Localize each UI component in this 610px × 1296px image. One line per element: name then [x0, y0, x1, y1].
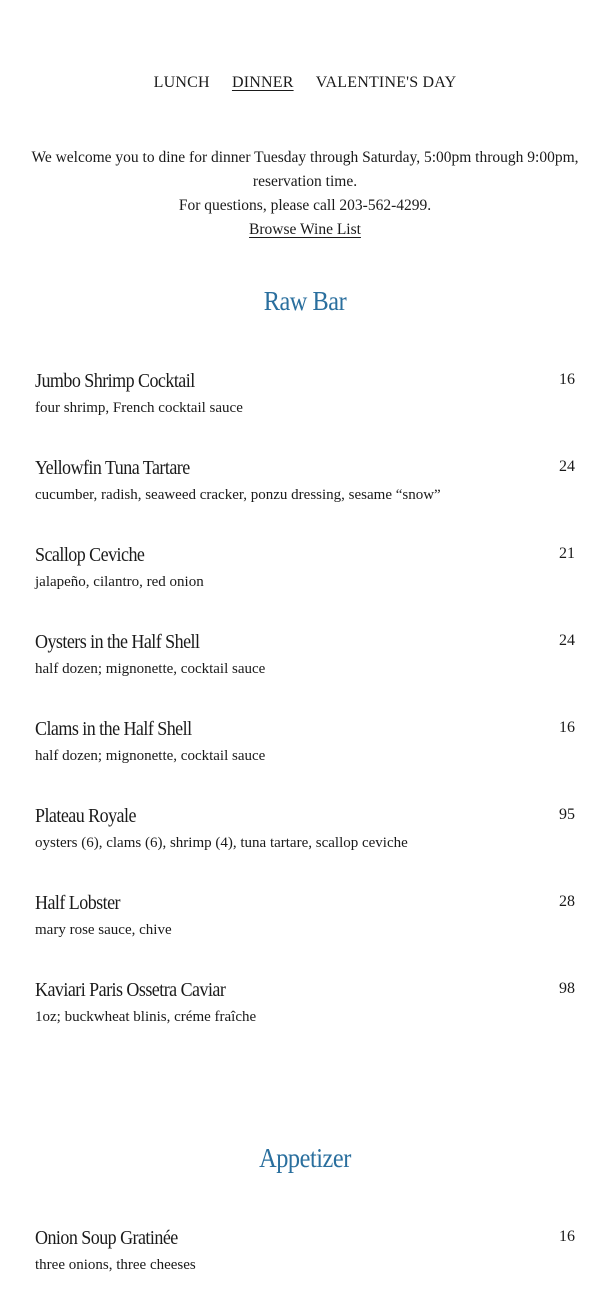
item-price: 95 [559, 806, 575, 823]
intro-text [30, 146, 580, 242]
item-name: Onion Soup Gratinée [35, 1227, 178, 1249]
item-price: 98 [559, 980, 575, 997]
menu-item [35, 716, 575, 766]
menu-tabs [0, 74, 610, 92]
menu-item [35, 629, 575, 679]
item-name: Oysters in the Half Shell [35, 631, 200, 653]
menu-item [35, 455, 575, 505]
tab-valentines-day[interactable]: VALENTINE'S DAY [315, 74, 457, 91]
phone-text: For questions, please call 203-562-4299. [178, 197, 432, 214]
item-description: four shrimp, French cocktail sauce [35, 400, 243, 416]
item-description: half dozen; mignonette, cocktail sauce [35, 748, 266, 764]
menu-item [35, 542, 575, 592]
menu-item [35, 1225, 575, 1275]
item-name: Jumbo Shrimp Cocktail [35, 370, 195, 392]
browse-wine-list-link[interactable]: Browse Wine List [249, 221, 361, 238]
item-price: 16 [559, 719, 575, 736]
section-title-appetizer: Appetizer [259, 1143, 351, 1173]
item-name: Scallop Ceviche [35, 544, 145, 566]
item-name: Plateau Royale [35, 805, 136, 827]
item-description: jalapeño, cilantro, red onion [35, 574, 204, 590]
item-price: 24 [559, 458, 575, 475]
item-price: 24 [559, 632, 575, 649]
item-price: 16 [559, 1228, 575, 1245]
hours-text: We welcome you to dine for dinner Tuesday through Saturday, 5:00pm through 9:00pm, reservation time. [31, 149, 579, 190]
menu-item [35, 803, 575, 853]
item-description: mary rose sauce, chive [35, 922, 172, 938]
item-name: Kaviari Paris Ossetra Caviar [35, 979, 226, 1001]
item-price: 16 [559, 371, 575, 388]
item-name: Yellowfin Tuna Tartare [35, 457, 190, 479]
section-title-raw-bar: Raw Bar [263, 286, 347, 316]
item-description: half dozen; mignonette, cocktail sauce [35, 661, 266, 677]
item-description: three onions, three cheeses [35, 1257, 196, 1273]
item-name: Clams in the Half Shell [35, 718, 192, 740]
item-price: 28 [559, 893, 575, 910]
item-description: 1oz; buckwheat blinis, créme fraîche [35, 1009, 257, 1025]
item-description: oysters (6), clams (6), shrimp (4), tuna tartare, scallop ceviche [35, 835, 408, 851]
menu-item [35, 890, 575, 940]
tab-dinner[interactable]: DINNER [231, 74, 294, 91]
item-description: cucumber, radish, seaweed cracker, ponzu dressing, sesame “snow” [35, 487, 441, 503]
menu-item [35, 977, 575, 1027]
item-price: 21 [559, 545, 575, 562]
item-name: Half Lobster [35, 892, 120, 914]
menu-item [35, 368, 575, 418]
tab-lunch[interactable]: LUNCH [153, 74, 210, 91]
